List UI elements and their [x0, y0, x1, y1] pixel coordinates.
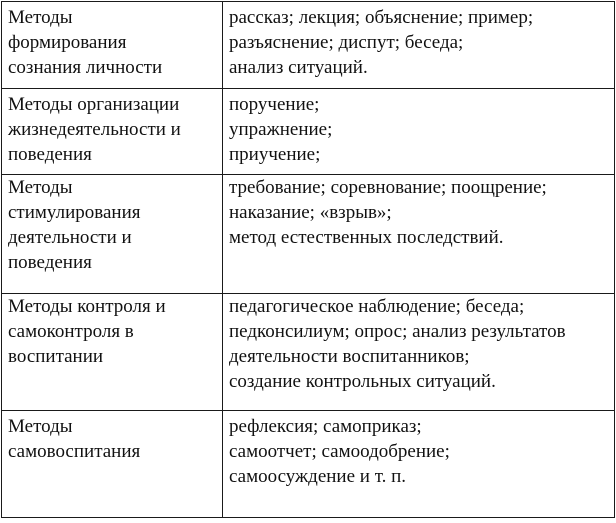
method-list-line: разъяснение; диспут; беседа; [229, 32, 464, 53]
method-list-line: создание контрольных ситуаций. [229, 371, 496, 392]
method-group-cell [2, 294, 223, 411]
method-group-cell [2, 2, 223, 89]
method-list-line: деятельности воспитанников; [229, 346, 470, 367]
method-group-name: Методы стимулирования деятельности и поведения [8, 177, 141, 273]
table-row [2, 2, 615, 89]
method-list-line: наказание; «взрыв»; [229, 202, 392, 223]
method-list-cell [223, 294, 615, 411]
method-list-line: анализ ситуаций. [229, 57, 368, 78]
method-list-line: рефлексия; самоприказ; [229, 416, 422, 437]
table-row [2, 411, 615, 518]
method-list-cell [223, 89, 615, 175]
method-list-line: самоосуждение и т. п. [229, 466, 406, 487]
table-row [2, 89, 615, 175]
method-list-line: поручение; [229, 94, 320, 115]
methods-table [1, 1, 615, 518]
method-list-line: требование; соревнование; поощрение; [229, 177, 547, 198]
method-group-cell [2, 175, 223, 294]
method-list-line: приучение; [229, 144, 321, 165]
method-list-line: упражнение; [229, 119, 333, 140]
method-group-name: Методы самовоспитания [8, 416, 141, 462]
method-group-name: Методы формирования сознания личности [8, 7, 163, 78]
method-group-name: Методы организации жизнедеятельности и поведения [8, 94, 181, 165]
method-group-cell [2, 411, 223, 518]
method-list-line: рассказ; лекция; объяснение; пример; [229, 7, 534, 28]
table-row [2, 294, 615, 411]
method-list-cell [223, 175, 615, 294]
method-list-line: педконсилиум; опрос; анализ результатов [229, 321, 566, 342]
method-group-name: Методы контроля и самоконтроля в воспитании [8, 296, 166, 367]
method-list-cell [223, 411, 615, 518]
method-list-line: метод естественных последствий. [229, 227, 504, 248]
method-list-line: самоотчет; самоодобрение; [229, 441, 450, 462]
table-row [2, 175, 615, 294]
method-group-cell [2, 89, 223, 175]
method-list-cell [223, 2, 615, 89]
method-list-line: педагогическое наблюдение; беседа; [229, 296, 525, 317]
